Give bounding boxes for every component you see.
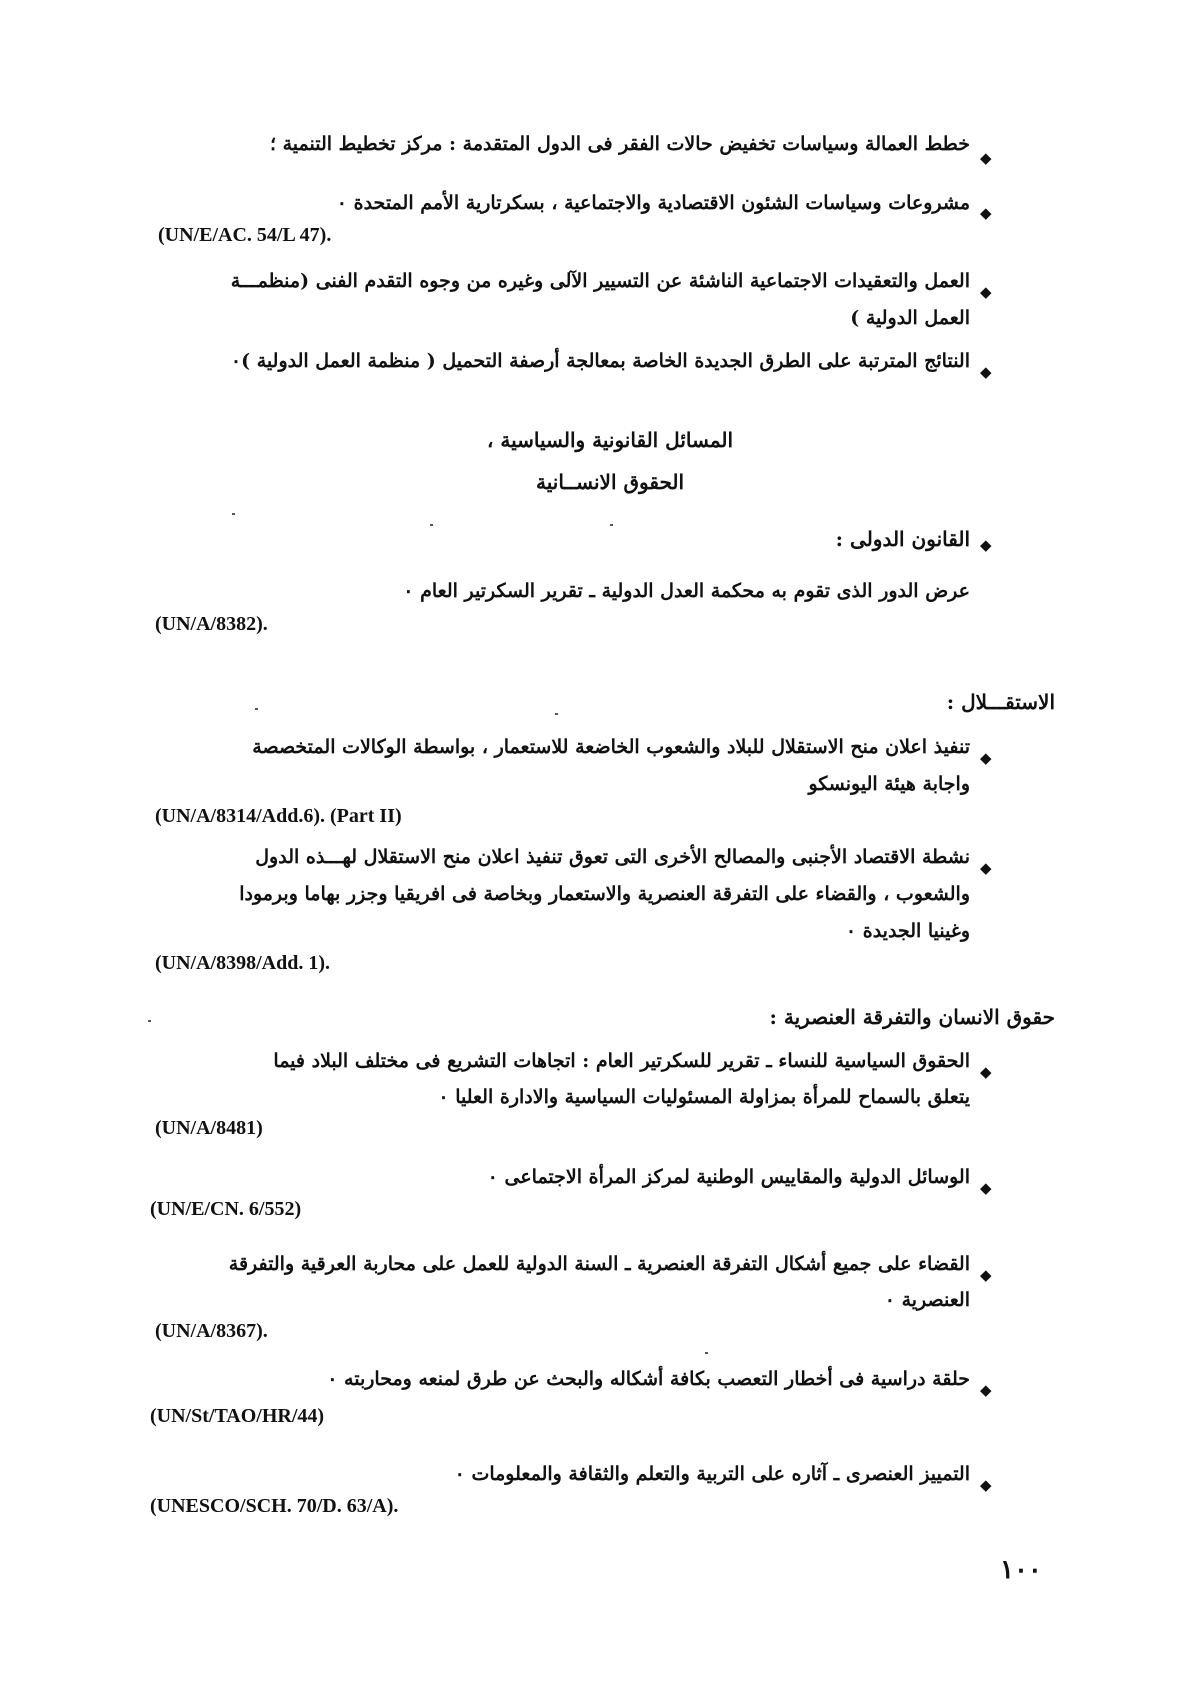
item-racial-discrimination-effects: التمييز العنصرى ـ آثاره على التربية والتعلم والثقافة والمعلومات ٠: [454, 1463, 970, 1485]
section-international-law: القانون الدولى :: [835, 527, 970, 551]
document-reference: (UN/A/8481): [155, 1117, 263, 1139]
bullet-icon: ◆: [980, 204, 992, 222]
document-reference: (UN/St/TAO/HR/44): [150, 1405, 325, 1427]
scan-speck: [255, 708, 258, 710]
item-un-economic-social-projects: مشروعات وسياسات الشئون الاقتصادية والاجتماعية ، بسكرتارية الأمم المتحدة ٠: [336, 192, 970, 214]
item-port-handling: النتائج المترتبة على الطرق الجديدة الخاصة بمعالجة أرصفة التحميل ( منظمة العمل الدولية )٠: [230, 350, 970, 372]
item-automation-labor-cont: العمل الدولية ): [850, 307, 970, 329]
bullet-icon: ◆: [980, 536, 992, 554]
document-reference: (UN/A/8367).: [155, 1320, 268, 1342]
scan-speck: [610, 524, 613, 526]
item-women-status: الوسائل الدولية والمقاييس الوطنية لمركز المرأة الاجتماعى ٠: [487, 1166, 970, 1188]
item-racial-discrimination-elimination-cont: العنصرية ٠: [884, 1289, 970, 1311]
item-automation-labor: العمل والتعقيدات الاجتماعية الناشئة عن التسيير الآلى وغيره من وجوه التقدم الفنى (منظمـــة: [230, 270, 970, 292]
bullet-icon: ◆: [980, 1476, 992, 1494]
scan-speck: [555, 713, 558, 715]
bullet-icon: ◆: [980, 1381, 992, 1399]
scan-speck: [232, 513, 235, 515]
item-foreign-economic-activities-cont2: وغينيا الجديدة ٠: [845, 920, 970, 942]
item-women-political-rights-cont: يتعلق بالسماح للمرأة بمزاولة المسئوليات السياسية والادارة العليا ٠: [438, 1086, 970, 1108]
item-intolerance-seminar: حلقة دراسية فى أخطار التعصب بكافة أشكاله والبحث عن طرق لمنعه ومحاربته ٠: [327, 1368, 970, 1390]
item-foreign-economic-activities: نشطة الاقتصاد الأجنبى والمصالح الأخرى التى تعوق تنفيذ اعلان منح الاستقلال لهـــذه الدول: [255, 846, 970, 868]
item-independence-unesco: تنفيذ اعلان منح الاستقلال للبلاد والشعوب الخاضعة للاستعمار ، بواسطة الوكالات المتخصصة: [252, 736, 970, 758]
item-independence-unesco-cont: واجابة هيئة اليونسكو: [808, 773, 970, 795]
scan-speck: [148, 1020, 151, 1022]
document-reference: (UNESCO/SCH. 70/D. 63/A).: [150, 1495, 399, 1517]
document-reference: (UN/A/8314/Add.6). (Part II): [155, 805, 402, 827]
heading-legal-political: المسائل القانونية والسياسية ،: [486, 428, 734, 452]
bullet-icon: ◆: [980, 283, 992, 301]
bullet-icon: ◆: [980, 363, 992, 381]
document-reference: (UN/E/CN. 6/552): [150, 1198, 302, 1220]
bullet-icon: ◆: [980, 749, 992, 767]
bullet-icon: ◆: [980, 1063, 992, 1081]
section-independence: الاستقـــلال :: [946, 690, 1055, 714]
page-number: ١٠٠: [1000, 1555, 1042, 1585]
scan-speck: [430, 524, 433, 526]
bullet-icon: ◆: [980, 1179, 992, 1197]
bullet-icon: ◆: [980, 149, 992, 167]
bullet-icon: ◆: [980, 859, 992, 877]
section-human-rights-racial: حقوق الانسان والتفرقة العنصرية :: [769, 1005, 1055, 1029]
document-reference: (UN/A/8382).: [155, 613, 268, 635]
scan-speck: [705, 1352, 708, 1354]
intl-law-text: عرض الدور الذى تقوم به محكمة العدل الدولية ـ تقرير السكرتير العام ٠: [403, 580, 970, 602]
document-reference: (UN/E/AC. 54/L 47).: [158, 224, 332, 246]
bullet-icon: ◆: [980, 1266, 992, 1284]
item-racial-discrimination-elimination: القضاء على جميع أشكال التفرقة العنصرية ـ السنة الدولية للعمل على محاربة العرقية والتفرقة: [228, 1253, 970, 1275]
item-foreign-economic-activities-cont: والشعوب ، والقضاء على التفرقة العنصرية والاستعمار وبخاصة فى افريقيا وجزر بهاما وبرمودا: [239, 883, 970, 905]
item-employment-policies: خطط العمالة وسياسات تخفيض حالات الفقر فى الدول المتقدمة : مركز تخطيط التنمية ؛: [269, 133, 970, 155]
item-women-political-rights: الحقوق السياسية للنساء ـ تقرير للسكرتير العام : اتجاهات التشريع فى مختلف البلاد فيما: [273, 1050, 970, 1072]
heading-human-rights: الحقوق الانســانية: [536, 470, 684, 494]
document-reference: (UN/A/8398/Add. 1).: [155, 952, 331, 974]
